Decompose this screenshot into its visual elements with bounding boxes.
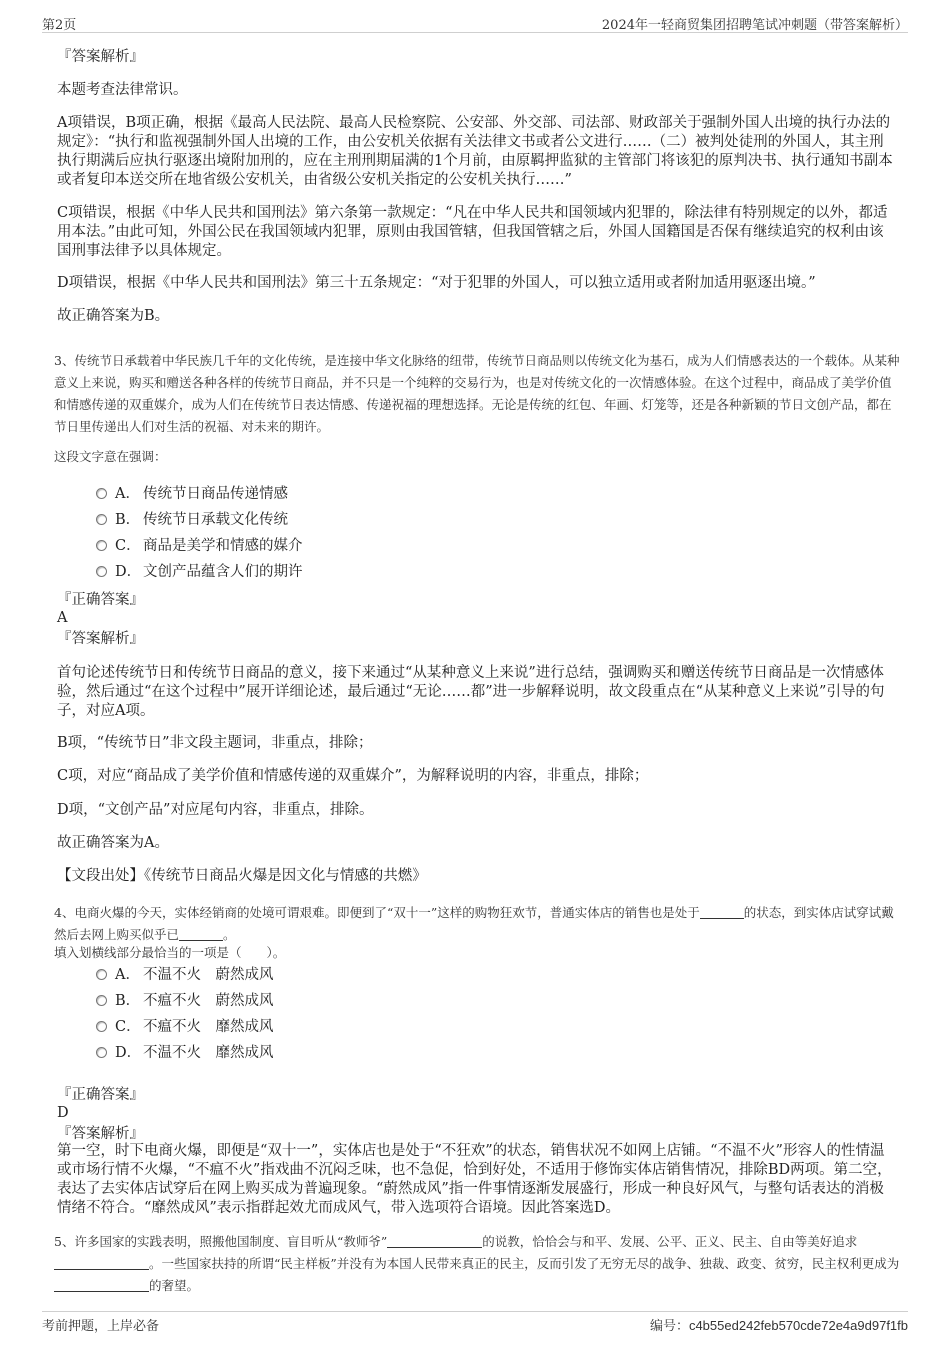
q4-option-d[interactable]: D． 不温不火 靡然成风 <box>96 1044 274 1063</box>
q2-conclusion: 故正确答案为B。 <box>57 308 170 324</box>
radio-icon[interactable] <box>96 540 107 551</box>
fill-blank[interactable] <box>387 1233 482 1248</box>
footer-slogan: 考前押题，上岸必备 <box>42 1319 160 1334</box>
q4-answer: D <box>57 1105 69 1121</box>
q2-analysis-intro: 本题考查法律常识。 <box>57 82 188 98</box>
q3-option-a[interactable]: A． 传统节日商品传递情感 <box>96 485 288 504</box>
q3-answer: A <box>57 610 68 626</box>
radio-icon[interactable] <box>96 1021 107 1032</box>
q3-stem: 3、传统节日承载着中华民族几千年的文化传统，是连接中华文化脉络的纽带，传统节日商品则以传统文化为基石，成为人们情感表达的一个载体。从某种意义上来说，购买和赠送各种各样的传统节日商品，并不只是一个纯粹的交易行为，也是对传统文化的一次情感体验。在这个过程中，商品成了美学价值和情感传递的双重媒介，成为人们在传统节日表达情感、传递祝福的理想选择。无论是传统的红包、年画、灯笼等，还是各种新颖的节日文创产品，都在节日里传递出人们对生活的祝福、对未来的期许。 <box>54 353 900 434</box>
fill-blank[interactable] <box>700 904 744 919</box>
document-title: 2024年一轻商贸集团招聘笔试冲刺题（带答案解析） <box>601 18 908 33</box>
q5-stem: 5、许多国家的实践表明，照搬他国制度、盲目听从“教师爷” 的说教，恰恰会与和平、发展、公平、正义、民主、自由等美好追求。一些国家扶持的所谓“民主样板”并没有为本国人民带来真正的民主，反而引发了无穷无尽的战争、独裁、政变、贫穷，民主权利更成为的奢望。 <box>54 1234 900 1293</box>
q2-analysis-c: C项错误，根据《中华人民共和国刑法》第六条第一款规定：“凡在中华人民共和国领域内犯罪的，除法律有特别规定的以外，都适用本法。”由此可知，外国公民在我国领域内犯罪，原则由我国管辖，但我国管辖之后，外国人国籍国是否保有继续追究的权利由该国刑事法律予以具体规定。 <box>57 205 888 259</box>
q3-option-b[interactable]: B． 传统节日承载文化传统 <box>96 511 288 530</box>
q3-question: 这段文字意在强调： <box>54 449 167 464</box>
q4-question: 填入划横线部分最恰当的一项是（ ）。 <box>54 945 286 960</box>
radio-icon[interactable] <box>96 566 107 577</box>
q4-analysis-heading: 『答案解析』 <box>57 1126 144 1142</box>
q3-analysis-b: B项，“传统节日”非文段主题词，非重点，排除； <box>57 735 373 751</box>
q3-conclusion: 故正确答案为A。 <box>57 835 169 851</box>
q4-option-a[interactable]: A． 不温不火 蔚然成风 <box>96 966 274 985</box>
radio-icon[interactable] <box>96 488 107 499</box>
fill-blank[interactable] <box>179 926 223 941</box>
radio-icon[interactable] <box>96 969 107 980</box>
q4-answer-heading: 『正确答案』 <box>57 1087 144 1103</box>
q3-analysis-d: D项，“文创产品”对应尾句内容，非重点，排除。 <box>57 802 374 818</box>
q4-analysis: 第一空，时下电商火爆，即便是“双十一”，实体店也是处于“不狂欢”的状态，销售状况不如网上店铺。“不温不火”形容人的性情温或市场行情不火爆，“不瘟不火”指戏曲不沉闷乏味，也不急促，恰到好处，不适用于修饰实体店销售情况，排除BD两项。第二空，表达了去实体店试穿后在网上购买成为普遍现象。“蔚然成风”指一件事情逐渐发展盛行，形成一种良好风气，与整句话表达的消极情绪不符合。“靡然成风”表示指群起效尤而成风气，带入选项符合语境。因此答案选D。 <box>57 1143 892 1216</box>
radio-icon[interactable] <box>96 514 107 525</box>
q2-analysis-a: A项错误，B项正确，根据《最高人民法院、最高人民检察院、公安部、外交部、司法部、财政部关于强制外国人出境的执行办法的规定》：“执行和监视强制外国人出境的工作，由公安机关依据有关法律文书或者公文进行……（二）被判处徒刑的外国人，其主刑执行期满后应执行驱逐出境附加刑的，应在主刑刑期届满的1个月前，由原羁押监狱的主管部门将该犯的原判决书、执行通知书副本或者复印本送交所在地省级公安机关，由省级公安机关指定的公安机关执行……” <box>57 115 893 188</box>
document-code: 编号：c4b55ed242feb570cde72e4a9d97f1fb <box>649 1318 908 1333</box>
q2-analysis-heading: 『答案解析』 <box>57 49 144 65</box>
q3-analysis-c: C项，对应“商品成了美学价值和情感传递的双重媒介”，为解释说明的内容，非重点，排除； <box>57 768 649 784</box>
page-footer <box>42 1311 908 1336</box>
fill-blank[interactable] <box>54 1255 149 1270</box>
q4-option-c[interactable]: C． 不瘟不火 靡然成风 <box>96 1018 274 1037</box>
q3-source: 【文段出处】《传统节日商品火爆是因文化与情感的共燃》 <box>57 868 427 884</box>
q3-analysis-main: 首句论述传统节日和传统节日商品的意义，接下来通过“从某种意义上来说”进行总结，强调购买和赠送传统节日商品是一次情感体验，然后通过“在这个过程中”展开详细论述，最后通过“无论……都”进一步解释说明，故文段重点在“从某种意义上来说”引导的句子，对应A项。 <box>57 665 885 719</box>
q3-answer-heading: 『正确答案』 <box>57 592 144 608</box>
q4-stem: 4、电商火爆的今天，实体经销商的处境可谓艰难。即便到了“双十一”这样的购物狂欢节，普通实体店的销售也是处于 的状态，到实体店试穿试戴然后去网上购买似乎已 。 <box>54 905 894 942</box>
page-number: 第2页 <box>42 18 77 33</box>
q3-analysis-heading: 『答案解析』 <box>57 631 144 647</box>
q3-option-c[interactable]: C． 商品是美学和情感的媒介 <box>96 537 303 556</box>
radio-icon[interactable] <box>96 1047 107 1058</box>
q4-option-b[interactable]: B． 不瘟不火 蔚然成风 <box>96 992 274 1011</box>
radio-icon[interactable] <box>96 995 107 1006</box>
fill-blank[interactable] <box>54 1277 149 1292</box>
q2-analysis-d: D项错误，根据《中华人民共和国刑法》第三十五条规定：“对于犯罪的外国人，可以独立适用或者附加适用驱逐出境。” <box>57 275 816 291</box>
page-header <box>42 14 908 33</box>
q3-option-d[interactable]: D． 文创产品蕴含人们的期许 <box>96 563 303 582</box>
